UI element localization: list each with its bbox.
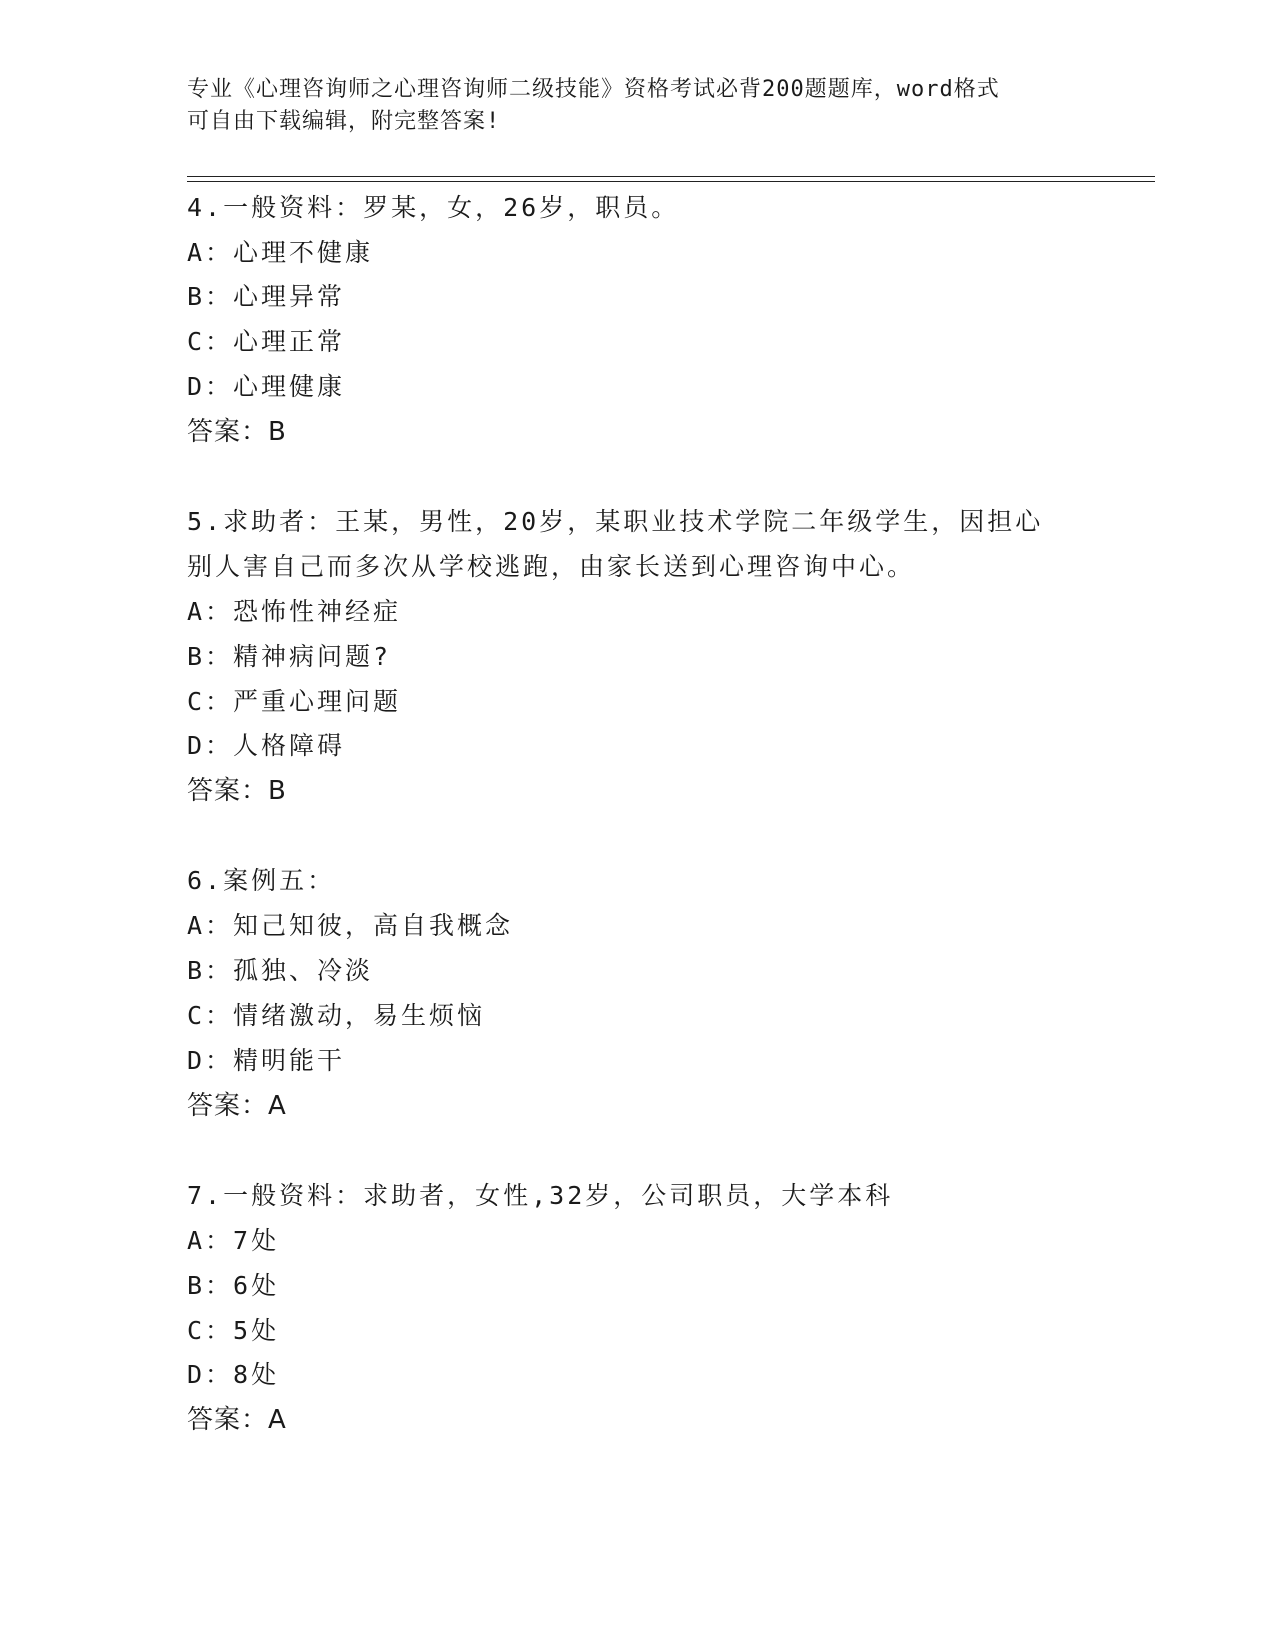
option-d: D：心理健康 [187, 372, 346, 401]
option-b: B：孤独、冷淡 [187, 956, 374, 985]
option-c: C：心理正常 [187, 327, 346, 356]
document-header [187, 74, 1087, 138]
option-a: A：恐怖性神经症 [187, 597, 402, 626]
question-stem: 7.一般资料：求助者，女性,32岁，公司职员，大学本科 [187, 1181, 894, 1210]
option-d: D：人格障碍 [187, 731, 346, 760]
question-stem-continued: 别人害自己而多次从学校逃跑，由家长送到心理咨询中心。 [187, 552, 916, 581]
question-stem: 6.案例五： [187, 866, 336, 895]
question-stem: 5.求助者：王某，男性，20岁，某职业技术学院二年级学生，因担心 [187, 507, 1044, 536]
option-b: B：精神病问题? [187, 642, 392, 671]
option-b: B：心理异常 [187, 282, 346, 311]
question-stem: 4.一般资料：罗某，女，26岁，职员。 [187, 193, 680, 222]
header-line-2: 可自由下载编辑，附完整答案! [187, 109, 501, 134]
header-line-1: 专业《心理咨询师之心理咨询师二级技能》资格考试必背200题题库，word格式 [187, 77, 1000, 102]
option-c: C：5处 [187, 1316, 280, 1345]
answer: 答案：A [187, 1091, 287, 1121]
answer: 答案：B [187, 776, 287, 806]
answer: 答案：B [187, 417, 287, 447]
header-divider-bottom [187, 181, 1155, 182]
option-a: A：知己知彼，高自我概念 [187, 911, 514, 940]
option-b: B：6处 [187, 1271, 280, 1300]
header-divider-top [187, 176, 1155, 177]
option-c: C：严重心理问题 [187, 687, 402, 716]
option-d: D：8处 [187, 1360, 280, 1389]
option-a: A：心理不健康 [187, 238, 374, 267]
option-d: D：精明能干 [187, 1046, 346, 1075]
answer: 答案：A [187, 1405, 287, 1435]
option-a: A：7处 [187, 1226, 280, 1255]
option-c: C：情绪激动，易生烦恼 [187, 1001, 486, 1030]
